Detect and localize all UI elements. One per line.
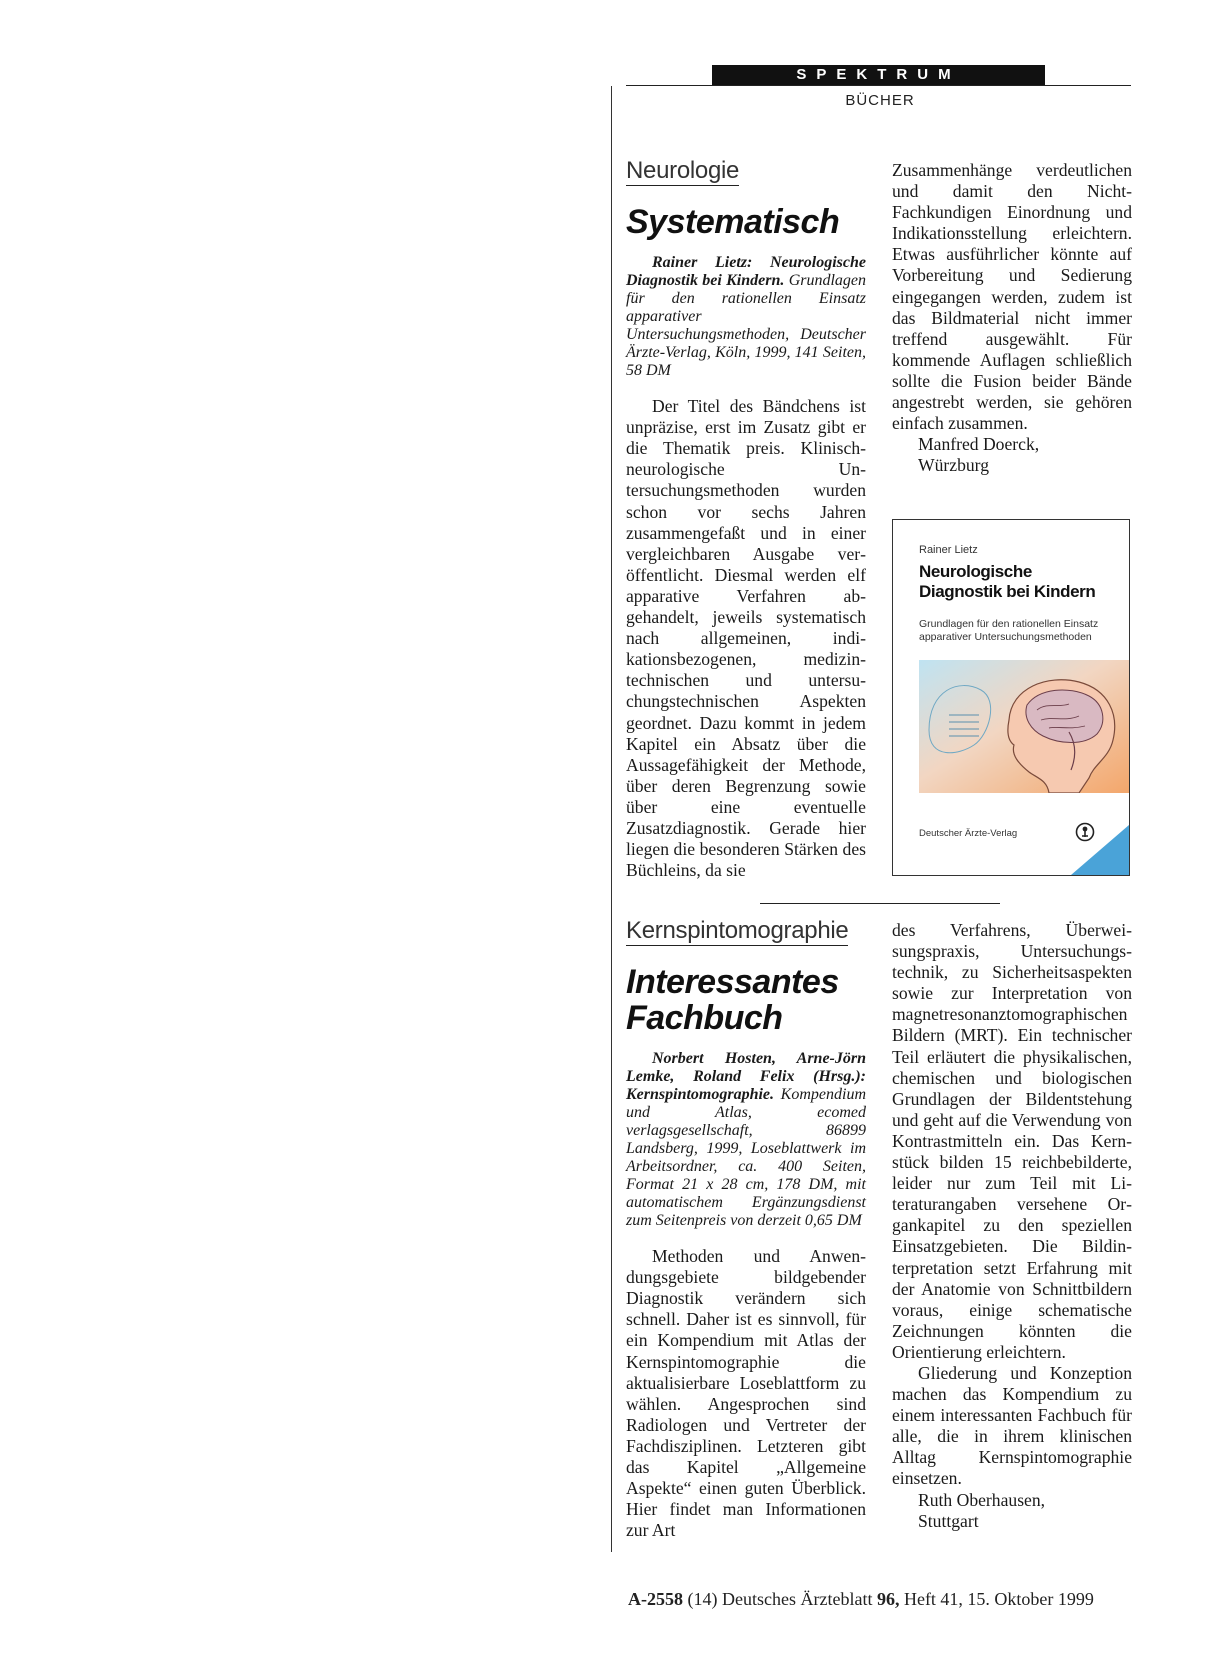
article1-col1 xyxy=(626,157,867,881)
cover-author: Rainer Lietz xyxy=(919,544,978,556)
article2-headline-line2: Fachbuch xyxy=(626,999,783,1038)
subsection-label: BÜCHER xyxy=(845,92,915,109)
article2-body-col2-para1: des Verfahrens, Überweisungspraxis, Untersuchungstechnik, zu Sicherheitsaspekten sowie zur Interpretation von magnetresonanztomographischen Bildern (MRT). Ein technischer Teil erläutert die physikalischen, chemischen und biologischen Grundlagen der Bildentstehung und geht auf die Verwendung von Kontrastmitteln ein. Das Kernstück bilden 15 reichbebilderte, leider nur zum Teil mit Literaturangaben versehene Organkapitel zu den speziellen Einsatzgebieten. Die Bildinterpretation setzt Erfahrung mit der Anatomie von Schnittbildern voraus, einige schematische Zeichnungen könnten die Orientierung erleichtern. xyxy=(892,920,1132,1362)
article2-col1 xyxy=(626,917,866,1541)
article1-kicker: Neurologie xyxy=(626,160,739,186)
cover-title: Neurologische Diagnostik bei Kindern xyxy=(919,562,1096,601)
article1-biblio-title: Rainer Lietz: Neurologische Diagnostik bei Kindern. xyxy=(626,254,866,290)
article2-body-col1: Methoden und Anwendungsgebiete bildgebender Diagnostik verändern sich schnell. Daher ist es sinnvoll, für ein Kompendium mit Atlas der Kernspintomographie die aktualisierbare Loseblattform zu wählen. Angesprochen sind Radiologen und Vertreter der Fachdisziplinen. Letzteren gibt das Kapitel „Allgemeine Aspekte“ einen guten Überblick. Hier findet man Informationen zur Art xyxy=(626,1246,866,1541)
cover-subtitle: Grundlagen für den rationellen Einsatz apparativer Untersuchungsmethoden xyxy=(919,618,1099,643)
page-footer xyxy=(628,1589,1094,1610)
article2-body-col2-para2: Gliederung und Konzeption machen das Kompendium zu einem interessanten Fachbuch für alle, die in ihrem klinischen Alltag Kernspintomographie einsetzen. xyxy=(892,1362,1132,1489)
article2-biblio-title: Norbert Hosten, Arne-Jörn Lemke, Roland Felix (Hrsg.): Kernspintomographie. xyxy=(626,1050,866,1104)
brain-illustration xyxy=(919,660,1130,793)
article1-headline: Systematisch xyxy=(626,203,840,242)
article2-headline-line1: Interessantes xyxy=(626,963,839,1002)
article2-col2 xyxy=(892,920,1132,1532)
footer-volume: 96, xyxy=(876,1589,900,1609)
article2-biblio-details: Kompendium und Atlas, ecomed verlagsgesellschaft, 86899 Landsberg, 1999, Loseblattwerk im Arbeitsordner, ca. 400 Seiten, Format 21 x 28 cm, 178 DM, mit automatischem Ergänzungsdienst zum Seitenpreis von derzeit 0,65 DM xyxy=(626,1086,866,1230)
header-rule xyxy=(626,85,1131,86)
footer-page-number: (14) xyxy=(687,1589,718,1609)
article1-body-col1: Der Titel des Bändchens ist unpräzise, erst im Zusatz gibt er die Thematik preis. Klinisch-neurologische Untersuchungsmethoden wurden schon vor sechs Jahren zusammengefaßt und in einer vergleichbaren Ausgabe veröffentlicht. Diesmal werden elf apparative Verfahren abgehandelt, jeweils systematisch nach allgemeinen, indikationsbezogenen, medizintechnischen und untersuchungstechnischen Aspekten geordnet. Dazu kommt in jedem Kapitel ein Absatz über die Aussagefähigkeit der Methode, über deren Begrenzung sowie über eine eventuelle Zusatzdiagnostik. Gerade hier liegen die besonderen Stärken des Büchleins, da sie xyxy=(626,396,866,881)
book-cover-image xyxy=(892,519,1130,876)
footer-issue: Heft 41, 15. Oktober 1999 xyxy=(903,1589,1094,1609)
article1-author: Manfred Doerck, xyxy=(918,434,1040,455)
article2-city: Stuttgart xyxy=(918,1510,979,1531)
section-banner xyxy=(712,65,1045,85)
footer-journal: Deutsches Ärzteblatt xyxy=(722,1589,873,1609)
article1-biblio-details: Grundlagen für den rationellen Einsatz apparativer Untersuchungsmethoden, Deutscher Ärzte-Verlag, Köln, 1999, 141 Seiten, 58 DM xyxy=(626,272,867,380)
article1-bibliography xyxy=(626,254,866,380)
article-divider xyxy=(760,903,1000,904)
article2-headline xyxy=(626,964,866,1036)
cover-corner-triangle xyxy=(1071,825,1129,875)
article2-kicker: Kernspintomographie xyxy=(626,920,848,946)
section-title: SPEKTRUM xyxy=(796,66,961,83)
footer-page-ref: A-2558 xyxy=(628,1589,683,1609)
column-rule xyxy=(611,86,612,1552)
article1-col2 xyxy=(892,160,1132,476)
article2-author: Ruth Oberhausen, xyxy=(918,1489,1046,1510)
cover-publisher: Deutscher Ärzte-Verlag xyxy=(919,828,1018,839)
article2-bibliography xyxy=(626,1050,866,1230)
article1-body-col2: Zusammenhänge verdeutlichen und damit den Nicht-Fachkundigen Einordnung und Indikationsstellung erleichtern. Etwas ausführlicher könnte auf Vorbereitung und Sedierung eingegangen werden, zudem ist das Bildmaterial nicht immer treffend ausgewählt. Für kommende Auflagen schließlich sollte die Fusion beider Bände angestrebt werden, sie gehören einfach zusammen. xyxy=(892,160,1132,434)
article1-city: Würzburg xyxy=(918,455,990,476)
